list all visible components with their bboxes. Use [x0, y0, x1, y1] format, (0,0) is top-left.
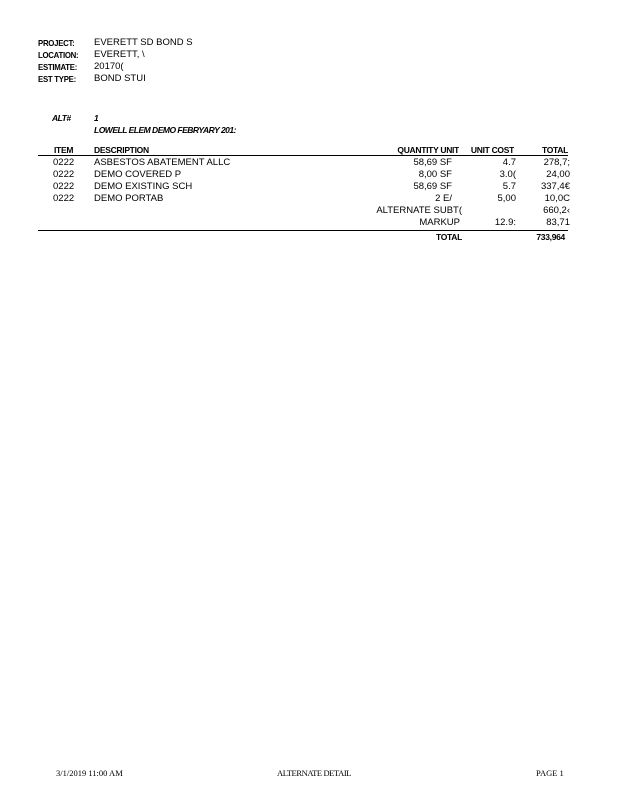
- row-4-total: 10,0C: [544, 193, 570, 204]
- row-4-description: DEMO PORTAB: [94, 193, 164, 204]
- footer-page: PAGE 1: [536, 768, 564, 778]
- header-rule: [38, 155, 568, 156]
- markup-label: MARKUP: [419, 217, 460, 228]
- markup-value: 83,71: [546, 217, 570, 228]
- alt-label: ALT#: [52, 113, 71, 123]
- col-unit-cost-header: UNIT COST: [470, 145, 514, 155]
- row-4-unit-cost: 5,00: [497, 193, 516, 204]
- footer-datetime: 3/1/2019 11:00 AM: [56, 768, 123, 778]
- row-3-item: 0222: [53, 181, 75, 192]
- row-1-quantity: 58,69 SF: [413, 157, 452, 168]
- subtotal-value: 660,2‹: [543, 205, 570, 216]
- estimate-label: ESTIMATE:: [38, 62, 78, 72]
- row-4-item: 0222: [53, 193, 75, 204]
- alt-number: 1: [94, 113, 99, 123]
- location-label: LOCATION:: [38, 50, 79, 60]
- row-3-total: 337,4€: [540, 181, 570, 192]
- col-total-header: TOTAL: [541, 145, 568, 155]
- col-description-header: DESCRIPTION: [94, 145, 149, 155]
- row-2-item: 0222: [53, 169, 75, 180]
- project-label: PROJECT:: [38, 38, 75, 48]
- alt-title: LOWELL ELEM DEMO FEBRYARY 201:: [94, 125, 236, 135]
- estimate-value: 20170(: [94, 61, 124, 72]
- total-value: 733,964: [536, 232, 565, 242]
- row-2-unit-cost: 3.0(: [499, 169, 516, 180]
- row-2-description: DEMO COVERED P: [94, 169, 182, 180]
- markup-rate: 12.9:: [494, 217, 516, 228]
- row-3-unit-cost: 5.7: [502, 181, 516, 192]
- location-value: EVERETT, \: [94, 49, 145, 60]
- row-4-quantity: 2 E/: [435, 193, 452, 204]
- row-1-total: 278,7;: [543, 157, 570, 168]
- est-type-value: BOND STUI: [94, 73, 146, 84]
- row-2-quantity: 8,00 SF: [418, 169, 452, 180]
- row-3-quantity: 58,69 SF: [413, 181, 452, 192]
- est-type-label: EST TYPE:: [38, 74, 76, 84]
- footer-report-name: ALTERNATE DETAIL: [277, 768, 352, 778]
- project-value: EVERETT SD BOND S: [94, 37, 193, 48]
- row-1-item: 0222: [53, 157, 75, 168]
- col-item-header: ITEM: [54, 145, 74, 155]
- row-2-total: 24,00: [546, 169, 570, 180]
- subtotal-label: ALTERNATE SUBT(: [376, 205, 462, 216]
- row-1-description: ASBESTOS ABATEMENT ALLC: [94, 157, 231, 168]
- col-quantity-unit-header: QUANTITY UNIT: [397, 145, 459, 155]
- row-1-unit-cost: 4.7: [502, 157, 516, 168]
- total-label: TOTAL: [435, 232, 462, 242]
- total-rule: [38, 230, 568, 231]
- row-3-description: DEMO EXISTING SCH: [94, 181, 193, 192]
